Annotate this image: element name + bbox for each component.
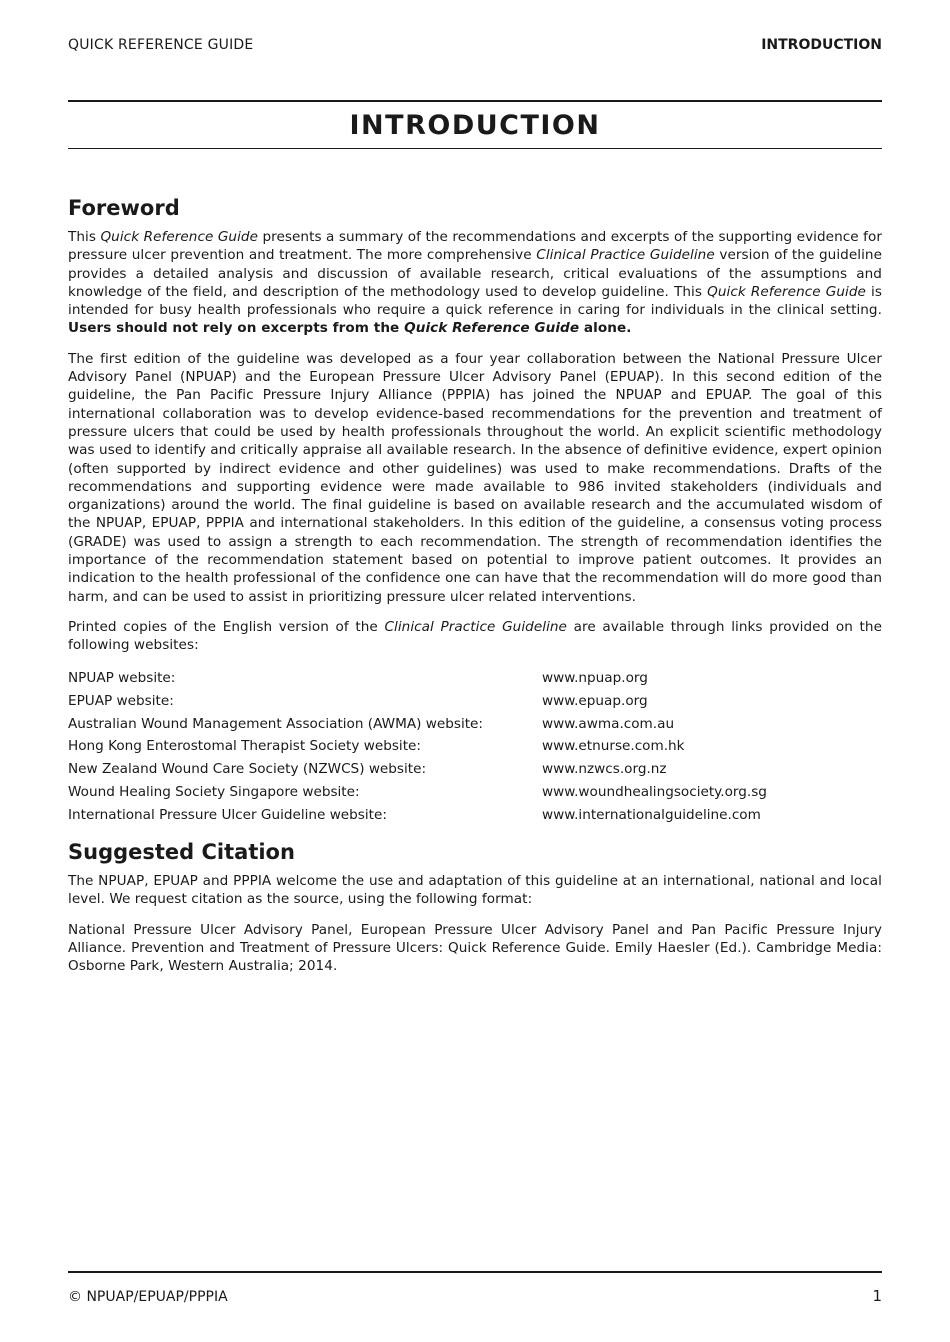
website-url[interactable]: www.npuap.org [542, 669, 648, 686]
page-title: INTRODUCTION [349, 110, 601, 141]
website-org: International Pressure Ulcer Guideline website: [68, 806, 387, 823]
website-url[interactable]: www.nzwcs.org.nz [542, 761, 667, 778]
header-guide-title: QUICK REFERENCE GUIDE [68, 37, 254, 53]
website-url[interactable]: www.woundhealingsociety.org.sg [542, 783, 767, 800]
websites-table [68, 667, 882, 827]
website-url[interactable]: www.epuap.org [542, 692, 648, 709]
document-page [68, 0, 882, 1342]
website-url[interactable]: www.etnurse.com.hk [542, 738, 685, 755]
website-org: Australian Wound Management Association (AWMA) website: [68, 715, 483, 732]
website-row [68, 689, 882, 712]
citation-paragraph-1: The NPUAP, EPUAP and PPPIA welcome the use and adaptation of this guideline at an international, national and local level. We request citation as the source, using the following format: [68, 873, 882, 908]
header-section-title: INTRODUCTION [761, 37, 882, 53]
website-org: EPUAP website: [68, 692, 174, 709]
website-url[interactable]: www.internationalguideline.com [542, 806, 761, 823]
foreword-warning: Users should not rely on excerpts from the Quick Reference Guide alone. [68, 320, 632, 337]
foreword-paragraph-3: Printed copies of the English version of the Clinical Practice Guideline are available through links provided on the following websites: [68, 618, 883, 654]
website-org: NPUAP website: [68, 669, 176, 686]
foreword-paragraph-2: The first edition of the guideline was developed as a four year collaboration between the National Pressure Ulcer Advisory Panel (NPUAP) and the European Pressure Ulcer Advisory Panel (EPUAP). In this second edition of the guideline, the Pan Pacific Pressure Injury Alliance (PPPIA) has joined the NPUAP and EPUAP. The goal of this international collaboration was to develop evidence-based recommendations for the prevention and treatment of pressure ulcers that could be used by health professionals throughout the world. An explicit scientific methodology was used to identify and critically appraise all available research. In the absence of definitive evidence, expert opinion (often supported by indirect evidence and other guidelines) was used to make recommendations. Drafts of the recommendations and supporting evidence were made available to 986 invited stakeholders (individuals and organizations) around the world. The final guideline is based on available research and the accumulated wisdom of the NPUAP, EPUAP, PPPIA and international stakeholders. In this edition of the guideline, a consensus voting process (GRADE) was used to assign a strength to each recommendation. The strength of recommendation identifies the importance of the recommendation statement based on potential to improve patient outcomes. It provides an indication to the health professional of the confidence one can have that the recommendation will do more good than harm, and can be used to assist in prioritizing pressure ulcer related interventions. [68, 350, 882, 605]
running-header [68, 37, 882, 57]
website-url[interactable]: www.awma.com.au [542, 715, 675, 732]
website-row [68, 667, 882, 690]
website-row [68, 735, 882, 758]
title-block [68, 100, 882, 149]
website-row [68, 803, 882, 826]
main-content [68, 194, 882, 988]
website-row [68, 781, 882, 804]
running-footer [68, 1271, 882, 1313]
website-org: Wound Healing Society Singapore website: [68, 783, 360, 800]
website-row [68, 758, 882, 781]
footer-copyright: © NPUAP/EPUAP/PPPIA [68, 1289, 228, 1305]
foreword-heading: Foreword [68, 196, 180, 220]
citation-heading: Suggested Citation [68, 840, 295, 865]
citation-reference: National Pressure Ulcer Advisory Panel, European Pressure Ulcer Advisory Panel and Pan Pacific Pressure Injury Alliance. Prevention and Treatment of Pressure Ulcers: Quick Reference Guide. Emily Haesler (Ed.). Cambridge Media: Osborne Park, Western Australia; 2014. [68, 921, 882, 975]
foreword-paragraph-1: This Quick Reference Guide presents a summary of the recommendations and excerpts of the supporting evidence for pressure ulcer prevention and treatment. The more comprehensive Clinical Practice Guideline version of the guideline provides a detailed analysis and discussion of available research, critical evaluations of the assumptions and knowledge of the field, and description of the methodology used to develop guideline. This Quick Reference Guide is intended for busy health professionals who require a quick reference in caring for individuals in the clinical setting. Users should not rely on excerpts from the Quick Reference Guide alone. [68, 229, 883, 337]
page-number: 1 [872, 1287, 882, 1305]
website-row [68, 712, 882, 735]
website-org: Hong Kong Enterostomal Therapist Society website: [68, 738, 421, 755]
website-org: New Zealand Wound Care Society (NZWCS) website: [68, 761, 427, 778]
